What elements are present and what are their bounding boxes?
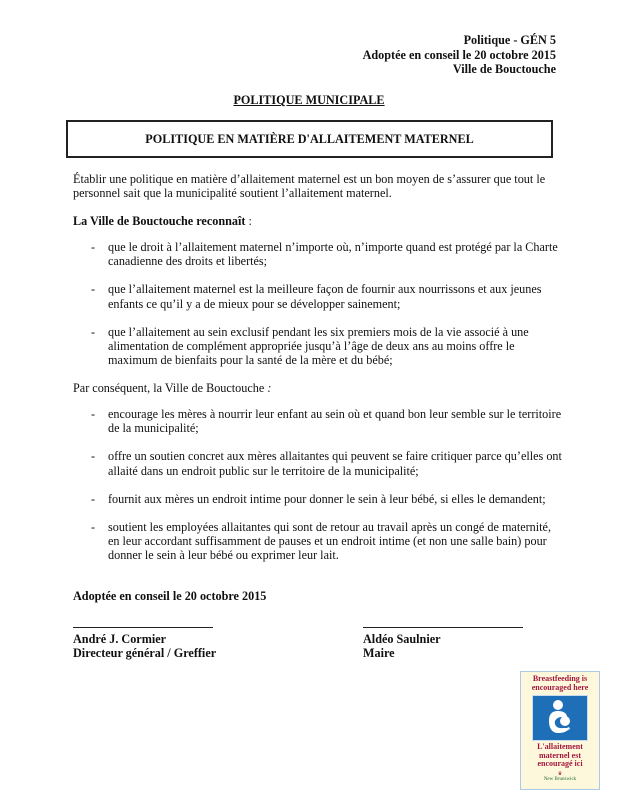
adopted-footer: Adoptée en conseil le 20 octobre 2015: [73, 589, 267, 603]
list-dash: -: [91, 240, 96, 254]
list-item-text: soutient les employées allaitantes qui sont de retour au travail après un congé de maternité, en leur accordant suffisamment de pauses et un endroit intime (et non une salle bain) pour donner le sein à leur bébé ou exprimer leur lait.: [108, 520, 552, 563]
consequently-list: [73, 407, 563, 563]
poster-top-text: Breastfeeding is encouraged here: [531, 674, 589, 692]
list-item: [73, 282, 563, 310]
breastfeeding-icon: [543, 699, 577, 737]
header-town: Ville de Bouctouche: [452, 62, 556, 76]
list-item: [73, 520, 563, 563]
list-item-text: encourage les mères à nourrir leur enfant au sein où et quand bon leur semble sur le territoire de la municipalité;: [108, 407, 562, 436]
policy-title-box: [66, 120, 553, 158]
consequently-heading: [73, 381, 271, 396]
signatory-role: Directeur général / Greffier: [73, 646, 217, 661]
list-item: [73, 492, 563, 506]
signatory-role: Maire: [363, 646, 395, 661]
recognizes-heading-bold: La Ville de Bouctouche reconnaît: [73, 214, 246, 228]
document-subtitle: POLITIQUE MUNICIPALE: [233, 93, 385, 107]
poster-icon-box: [532, 695, 588, 741]
recognizes-heading: [73, 214, 252, 229]
signatory-name: André J. Cormier: [73, 632, 167, 646]
signatory-name: Aldéo Saulnier: [363, 632, 441, 646]
list-dash: -: [91, 491, 96, 506]
list-dash: -: [91, 324, 96, 339]
list-item-text: que le droit à l’allaitement maternel n’importe où, n’importe quand est protégé par la Charte canadienne des droits et libertés;: [108, 240, 558, 269]
list-item: [73, 325, 563, 368]
list-item-text: fournit aux mères un endroit intime pour donner le sein à leur bébé, si elles le demandent;: [108, 491, 546, 506]
document-header: [363, 33, 556, 77]
signature-block-right: [363, 627, 523, 661]
recognizes-heading-suffix: :: [245, 214, 252, 228]
logo-text: New Brunswick: [543, 776, 577, 782]
list-dash: -: [91, 449, 96, 464]
header-adopted-date: Adoptée en conseil le 20 octobre 2015: [362, 47, 556, 62]
crown-icon: ♛: [557, 771, 563, 777]
list-item-text: que l’allaitement maternel est la meilleure façon de fournir aux nourrissons et aux jeunes enfants ce qu’il y a de mieux pour se développer sainement;: [108, 282, 542, 311]
list-dash: -: [91, 520, 96, 535]
consequently-heading-text: Par conséquent, la Ville de Bouctouche: [73, 381, 265, 395]
intro-paragraph: Établir une politique en matière d’allaitement maternel est un bon moyen de s’assurer que tout le personnel sait que la municipalité soutient l’allaitement maternel.: [73, 172, 546, 201]
poster-bottom-text: L'allaitement maternel est encouragé ici: [537, 742, 583, 768]
list-item: [73, 240, 563, 268]
consequently-heading-suffix: :: [264, 381, 272, 395]
list-item-text: offre un soutien concret aux mères allaitantes qui peuvent se faire critiquer parce qu’elles ont allaité dans un endroit public sur le territoire de la municipalité;: [108, 449, 562, 478]
signature-block-left: [73, 627, 216, 661]
list-item: [73, 449, 563, 477]
breastfeeding-poster: [520, 671, 600, 790]
policy-code: Politique - GÉN 5: [463, 33, 556, 47]
list-dash: -: [91, 282, 96, 297]
new-brunswick-logo: [521, 772, 599, 782]
list-dash: -: [91, 407, 96, 421]
signature-line: [73, 627, 213, 628]
list-item-text: que l’allaitement au sein exclusif pendant les six premiers mois de la vie associé à une alimentation de complément appropriée jusqu’à l’âge de deux ans au moins offre le maximum de bienfaits pour la santé de la mère et du bébé;: [108, 324, 529, 368]
policy-title: POLITIQUE EN MATIÈRE D'ALLAITEMENT MATERNEL: [145, 131, 474, 146]
signature-line: [363, 627, 523, 628]
list-item: [73, 407, 563, 435]
recognizes-list: [73, 240, 563, 367]
